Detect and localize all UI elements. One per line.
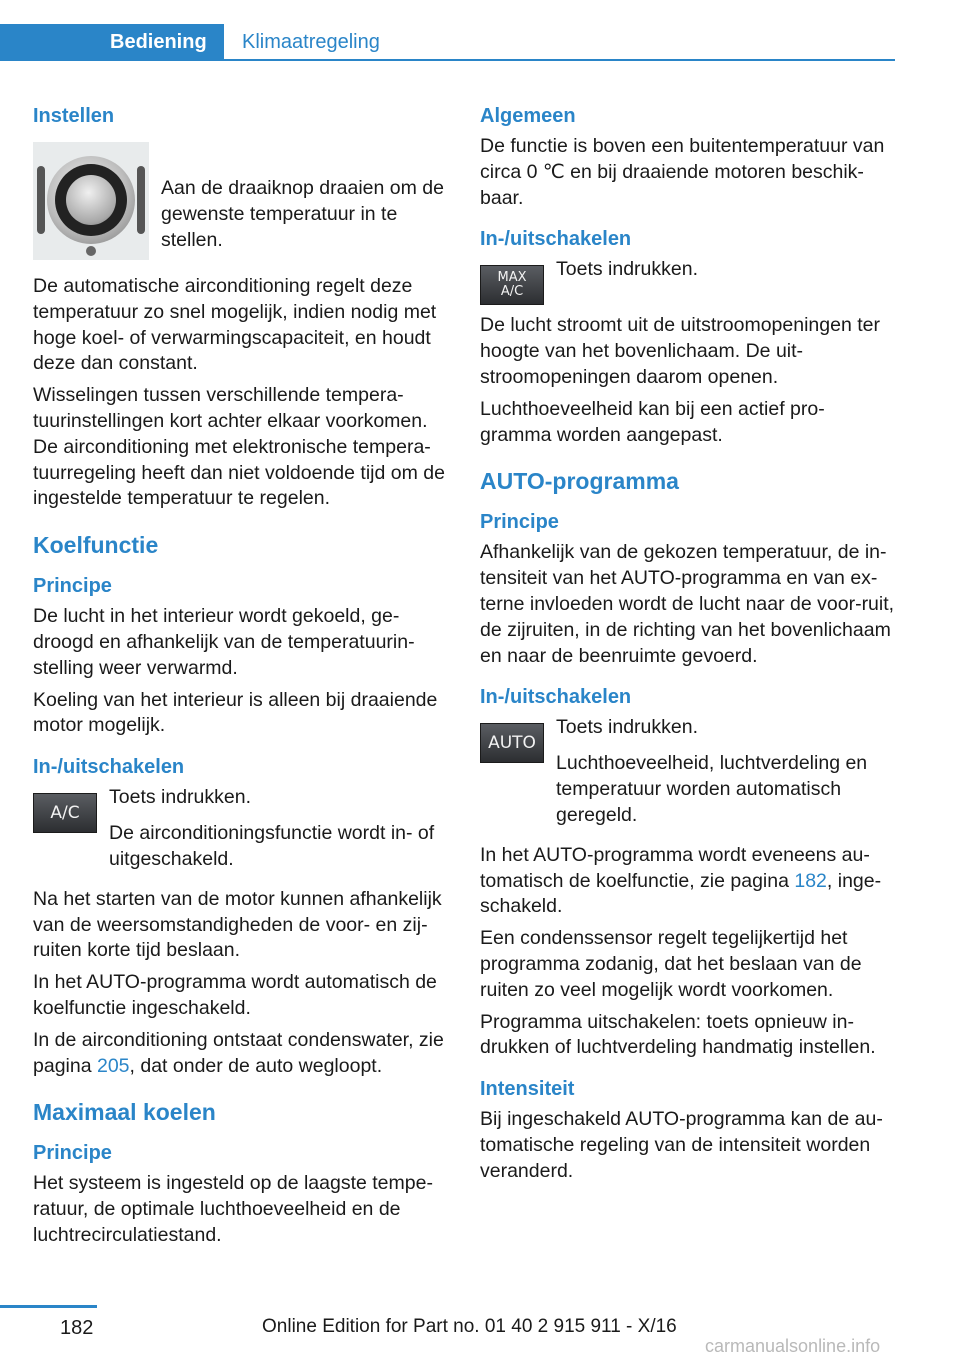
auto-paragraph-3: Een condenssensor regelt tegelijkertijd het programma zodanig, dat het beslaan van de ruiten zo veel mogelijk wordt voorkomen. (480, 927, 862, 1001)
instellen-caption: Aan de draaiknop draaien om de gewenste temperatuur in te stellen. (161, 177, 444, 251)
max-paragraph-2: De lucht stroomt uit de uitstroomopeningen ter hoogte van het bovenlichaam. De uit‐stroomopeningen daarom openen. (480, 314, 880, 388)
koel-paragraph-5 (33, 1028, 449, 1080)
heading-auto-in-uitschakelen: In-/uitschakelen (480, 686, 632, 709)
heading-koelfunctie: Koelfunctie (33, 532, 159, 559)
auto-caption-2-text: Luchthoeveelheid, luchtverdeling en temperatuur worden automatisch geregeld. (556, 752, 868, 826)
heading-max-in-uitschakelen: In-/uitschakelen (480, 228, 632, 251)
knob-right-bracket-icon (137, 166, 145, 234)
heading-koel-principe: Principe (33, 575, 112, 598)
page-number: 182 (60, 1317, 94, 1339)
max-ac-button-row (480, 257, 896, 305)
watermark: carmanualsonline.info (705, 1336, 881, 1356)
heading-intensiteit: Intensiteit (480, 1078, 575, 1101)
instellen-paragraph-2: Wisselingen tussen verschillende tempera‐tuurinstellingen kort achter elkaar voorkomen. De airconditioning met elektronische tempera‐tuurregeling heeft dan niet voldoende tijd om de ingestelde temperatuur te regelen. (33, 384, 445, 510)
heading-auto-principe: Principe (480, 511, 559, 534)
heading-instellen: Instellen (33, 105, 115, 127)
koel-p5-text-after: , dat onder de auto wegloopt. (129, 1054, 383, 1077)
knob-center-icon (66, 175, 116, 225)
koel-principe-paragraph-2: Koeling van het interieur is alleen bij draaiende motor mogelijk. (33, 688, 438, 737)
instellen-figure-row (33, 134, 449, 260)
ac-caption-2-text: De airconditioningsfunctie wordt in- of uitgeschakeld. (109, 822, 435, 870)
intensiteit-paragraph-1: Bij ingeschakeld AUTO-programma kan de au‐tomatische regeling van de intensiteit worden veranderd. (480, 1108, 883, 1182)
koel-paragraph-4: In het AUTO-programma wordt automatisch de koelfunctie ingeschakeld. (33, 971, 437, 1019)
heading-auto-programma: AUTO-programma (480, 468, 679, 495)
auto-paragraph-4: Programma uitschakelen: toets opnieuw in‐drukken of luchtverdeling handmatig instellen. (480, 1010, 876, 1059)
rotary-knob-image (33, 142, 149, 260)
heading-max-principe: Principe (33, 1142, 112, 1165)
knob-left-bracket-icon (37, 166, 45, 234)
max-principe-paragraph-1: Het systeem is ingesteld op de laagste tempe‐ratuur, de optimale luchthoeveelheid en de luchtrecirculatiestand. (33, 1172, 433, 1246)
page-link-182[interactable]: 182 (794, 869, 827, 892)
auto-caption-1: Toets indrukken. (556, 716, 698, 739)
heading-koel-in-uitschakelen: In-/uitschakelen (33, 756, 185, 779)
koel-principe-paragraph-1: De lucht in het interieur wordt gekoeld, ge‐droogd en afhankelijk van de temperatuurin‐stelling weer verwarmd. (33, 605, 415, 679)
page-number-bar (0, 1305, 97, 1308)
auto-button-image: AUTO (480, 723, 544, 763)
page-header (0, 0, 960, 64)
max-ac-button-image (480, 265, 544, 305)
auto-p2-text-after: , inge‐schakeld. (480, 869, 882, 918)
ac-caption-1: Toets indrukken. (109, 786, 251, 809)
max-ac-label-line2: A/C (500, 284, 524, 300)
koel-p5-text-before: In de airconditioning ontstaat condenswater, zie pagina (33, 1028, 444, 1077)
left-column (33, 98, 449, 1255)
koel-paragraph-3: Na het starten van de motor kunnen afhankelijk van de weersomstandigheden de voor- en zij‐ruiten korte tijd beslaan. (33, 887, 442, 962)
knob-indicator-icon (86, 246, 96, 256)
edition-footer: Online Edition for Part no. 01 40 2 915 911 - X/16 (262, 1316, 677, 1337)
heading-maximaal-koelen: Maximaal koelen (33, 1099, 216, 1126)
max-ac-caption: Toets indrukken. (556, 258, 698, 281)
tab-klimaatregeling[interactable]: Klimaatregeling (242, 31, 380, 53)
algemeen-paragraph-1: De functie is boven een buitentemperatuur van circa 0 ℃ en bij draaiende motoren beschik‐baar. (480, 135, 885, 209)
ac-button-image: A/C (33, 793, 97, 833)
auto-principe-paragraph-1: Afhankelijk van de gekozen temperatuur, de in‐tensiteit van het AUTO-programma en van ex‐terne invloeden wordt de lucht naar de voor‐ruit, de zijruiten, in de richting van het bovenlichaam en naar de beenruimte gevoerd. (480, 541, 895, 667)
right-column (480, 98, 896, 1191)
auto-p2-text-before: In het AUTO-programma wordt eveneens au‐tomatisch de koelfunctie, zie pagina (480, 843, 870, 892)
max-ac-label-line1: MAX (497, 270, 527, 286)
max-paragraph-3: Luchthoeveelheid kan bij een actief pro‐gramma worden aangepast. (480, 397, 825, 446)
auto-paragraph-2 (480, 843, 896, 920)
page-link-205[interactable]: 205 (96, 1054, 130, 1077)
tab-bediening[interactable]: Bediening (0, 24, 224, 61)
heading-algemeen: Algemeen (480, 105, 576, 127)
instellen-paragraph-1: De automatische airconditioning regelt deze temperatuur zo snel mogelijk, indien nodig met hoge koel- of verwarmingscapaciteit, en houdt deze dan constant. (33, 275, 437, 375)
